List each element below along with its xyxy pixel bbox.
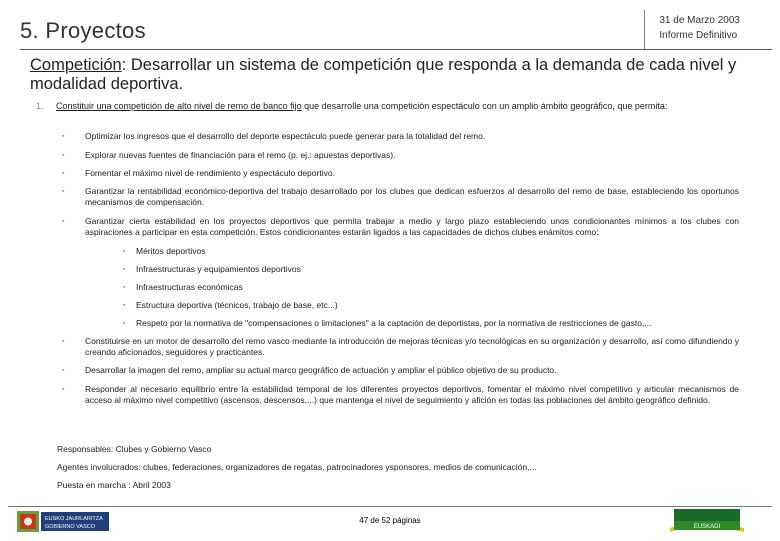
svg-text:GOBIERNO VASCO: GOBIERNO VASCO (45, 524, 96, 530)
bullet-icon: ▪ (62, 152, 65, 159)
item-underlined-text: Constituir una competición de alto nivel de remo de banco fijo (56, 101, 302, 111)
puesta-en-marcha-text: Puesta en marcha : Abril 2003 (57, 480, 171, 490)
bullet-icon: ▪ (62, 170, 65, 177)
bullet-icon: ▪ (62, 218, 65, 225)
numbered-item (36, 101, 736, 112)
header-divider (20, 49, 772, 50)
heading-label: Competición (30, 56, 122, 74)
bullet-icon: ▪ (123, 266, 126, 273)
header-date: 31 de Marzo 2003 (659, 15, 740, 26)
bullet-icon: ▪ (123, 320, 126, 327)
euskadi-logo (668, 506, 746, 536)
sub-list-item: ▪ Infraestructuras económicas (123, 282, 243, 292)
page-title: 5. Proyectos (20, 18, 146, 43)
page-counter: 47 de 52 páginas (359, 516, 421, 525)
header-doc-type: Informe Definitivo (659, 30, 738, 41)
bullet-icon: ▪ (123, 248, 126, 255)
list-item: ▪ Garantizar la rentabilidad económico-deportiva del trabajo desarrollado por los clubes que dedican esfuerzos al desarrollo del remo de base, estableciendo los oportunos mecanismos de compensación. (62, 186, 739, 207)
list-item: ▪ Constituirse en un motor de desarrollo del remo vasco mediante la introducción de mejoras técnicas y/o tecnológicas en su organización y desarrollo, así como difundiendo y creando aficionados, seguidores y practicantes. (62, 336, 739, 357)
header-info (659, 13, 740, 43)
list-item: ▪ Fomentar el máximo nivel de rendimiento y espectáculo deportivo. (62, 168, 335, 178)
svg-text:EUSKADI: EUSKADI (693, 524, 721, 530)
gobierno-vasco-logo (16, 509, 111, 534)
bullet-icon: ▪ (123, 284, 126, 291)
list-item: ▪ Optimizar los ingresos que el desarrollo del deporte espectáculo puede generar para la totalidad del remo. (62, 131, 486, 141)
svg-text:EUSKO JAURLARITZA: EUSKO JAURLARITZA (45, 516, 103, 522)
section-heading (30, 56, 765, 94)
sub-list-item: ▪ Respeto por la normativa de "compensaciones o limitaciones" a la captación de deportistas, por la normativa de restricciones de gasto,... (123, 318, 652, 328)
heading-text: : Desarrollar un sistema de competición que responda a la demanda de cada nivel y modalidad deportiva (30, 56, 737, 93)
footer-divider (8, 506, 772, 507)
sub-list-item: ▪ Estructura deportiva (técnicos, trabajo de base, etc...) (123, 300, 338, 310)
list-item: ▪ Garantizar cierta estabilidad en los proyectos deportivos que permita trabajar a medio y largo plazo estableciendo unos condicionantes mínimos a los clubes con aspiraciones a participar en esta competición. Estos condicionantes estarán ligados a las capacidades de dichos clubes enámitos como: (62, 216, 739, 237)
heading-dot: . (178, 75, 184, 93)
bullet-icon: ▪ (62, 386, 65, 393)
bullet-icon: ▪ (62, 367, 65, 374)
item-number: 1. (36, 101, 44, 111)
item-text: que desarrolle una competición espectáculo con un amplio ámbito geográfico, que permita: (301, 101, 668, 111)
responsables-text: Responsables: Clubes y Gobierno Vasco (57, 444, 212, 454)
bullet-icon: ▪ (123, 302, 126, 309)
list-item: ▪ Desarrollar la imagen del remo, ampliar su actual marco geográfico de actuación y ampliar el público objetivo de su producto. (62, 365, 557, 375)
list-item: ▪ Responder al necesario equilibrio entre la estabilidad temporal de los diferentes proyectos deportivos, fomentar el máximo nivel competitivo y articular mecanismos de acceso al máximo nivel competitivo (ascensos, descensos,...) que mantenga el nivel de seguimiento y afición en todas las poblaciones del ámbito geográfico definido. (62, 384, 739, 405)
header-divider-vertical (644, 10, 645, 49)
sub-list-item: ▪ Méritos deportivos (123, 246, 206, 256)
agentes-text: Agentes involucrados: clubes, federaciones, organizadores de regatas, patrocinadores ysponsores, medios de comunicación,... (57, 462, 537, 472)
bullet-icon: ▪ (62, 133, 65, 140)
bullet-icon: ▪ (62, 188, 65, 195)
bullet-icon: ▪ (62, 338, 65, 345)
list-item: ▪ Explorar nuevas fuentes de financiación para el remo (p. ej.: apuestas deportivas). (62, 150, 396, 160)
sub-list-item: ▪ Infraestructuras y equipamientos deportivos (123, 264, 301, 274)
